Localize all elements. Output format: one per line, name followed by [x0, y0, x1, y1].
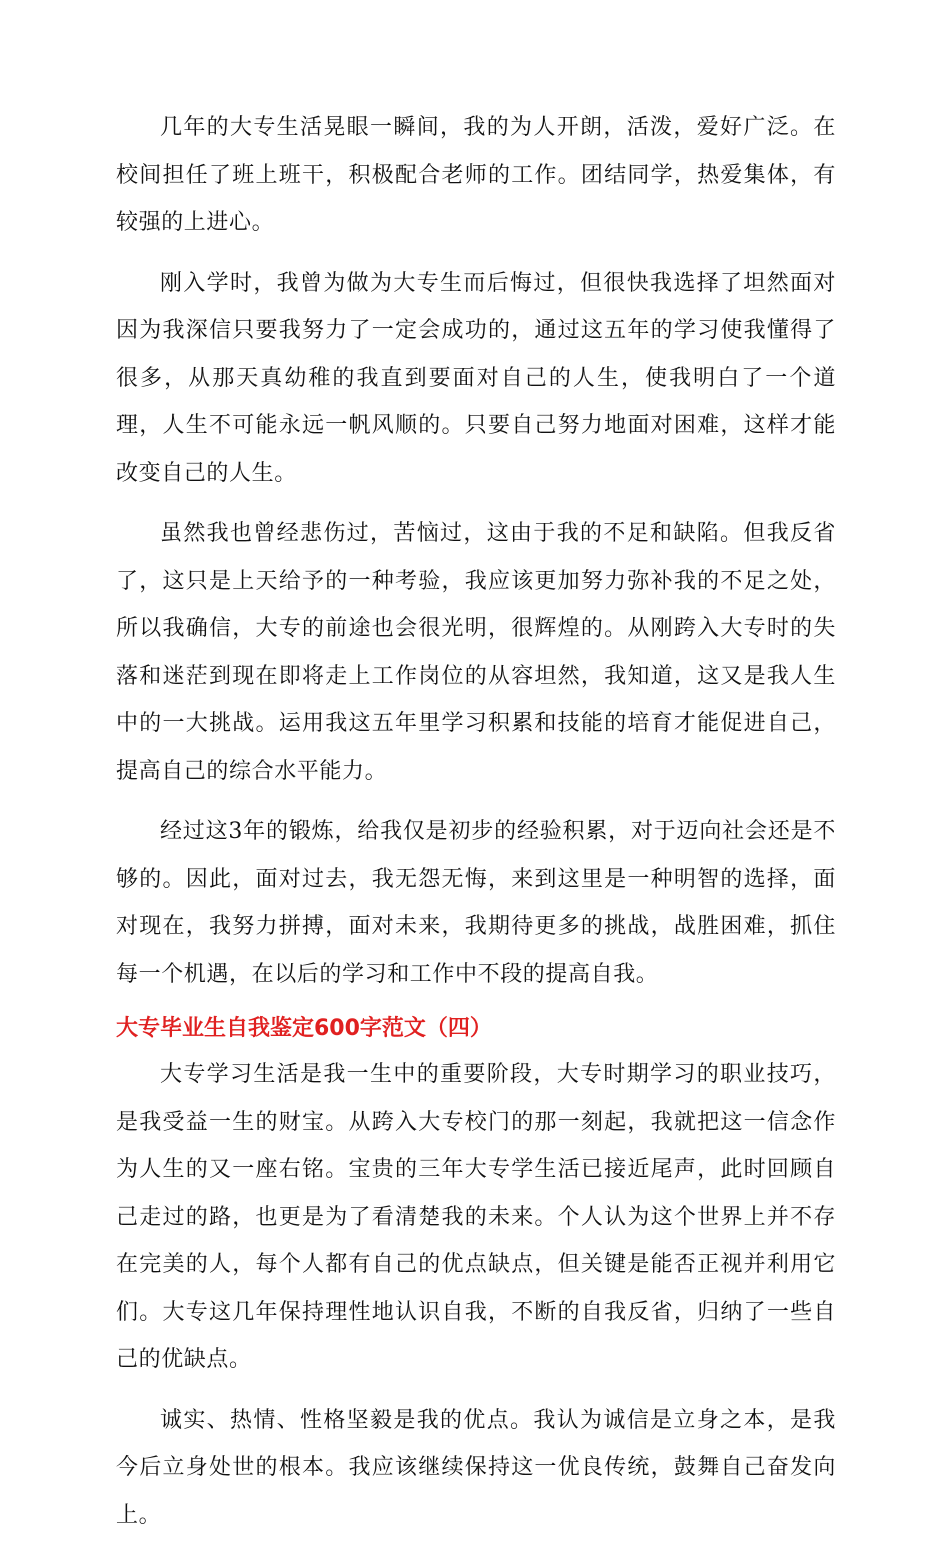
paragraph-5: 大专学习生活是我一生中的重要阶段，大专时期学习的职业技巧，是我受益一生的财宝。从跨入大专校门的那一刻起，我就把这一信念作为人生的又一座右铭。宝贵的三年大专学生活已接近尾声，此时回顾自己走过的路，也更是为了看清楚我的未来。个人认为这个世界上并不存在完美的人，每个人都有自己的优点缺点，但关键是能否正视并利用它们。大专这几年保持理性地认识自我，不断的自我反省，归纳了一些自己的优缺点。: [116, 1062, 836, 1372]
section-heading: 大专毕业生自我鉴定600字范文（四）: [116, 1016, 492, 1041]
paragraph-3: 虽然我也曾经悲伤过，苦恼过，这由于我的不足和缺陷。但我反省了，这只是上天给予的一种考验，我应该更加努力弥补我的不足之处，所以我确信，大专的前途也会很光明，很辉煌的。从刚跨入大专时的失落和迷茫到现在即将走上工作岗位的从容坦然，我知道，这又是我人生中的一大挑战。运用我这五年里学习积累和技能的培育才能促进自己，提高自己的综合水平能力。: [116, 521, 836, 784]
paragraph-2: 刚入学时，我曾为做为大专生而后悔过，但很快我选择了坦然面对因为我深信只要我努力了一定会成功的，通过这五年的学习使我懂得了很多，从那天真幼稚的我直到要面对自己的人生，使我明白了一个道理，人生不可能永远一帆风顺的。只要自己努力地面对困难，这样才能改变自己的人生。: [116, 270, 836, 486]
paragraph-6: 诚实、热情、性格坚毅是我的优点。我认为诚信是立身之本，是我今后立身处世的根本。我应该继续保持这一优良传统，鼓舞自己奋发向上。: [116, 1407, 836, 1528]
document-page: [116, 104, 836, 1552]
paragraph-1: 几年的大专生活晃眼一瞬间，我的为人开朗，活泼，爱好广泛。在校间担任了班上班干，积极配合老师的工作。团结同学，热爱集体，有较强的上进心。: [116, 115, 836, 235]
paragraph-4: 经过这3年的锻炼，给我仅是初步的经验积累，对于迈向社会还是不够的。因此，面对过去，我无怨无悔，来到这里是一种明智的选择，面对现在，我努力拼搏，面对未来，我期待更多的挑战，战胜困难，抓住每一个机遇，在以后的学习和工作中不段的提高自我。: [116, 819, 836, 987]
